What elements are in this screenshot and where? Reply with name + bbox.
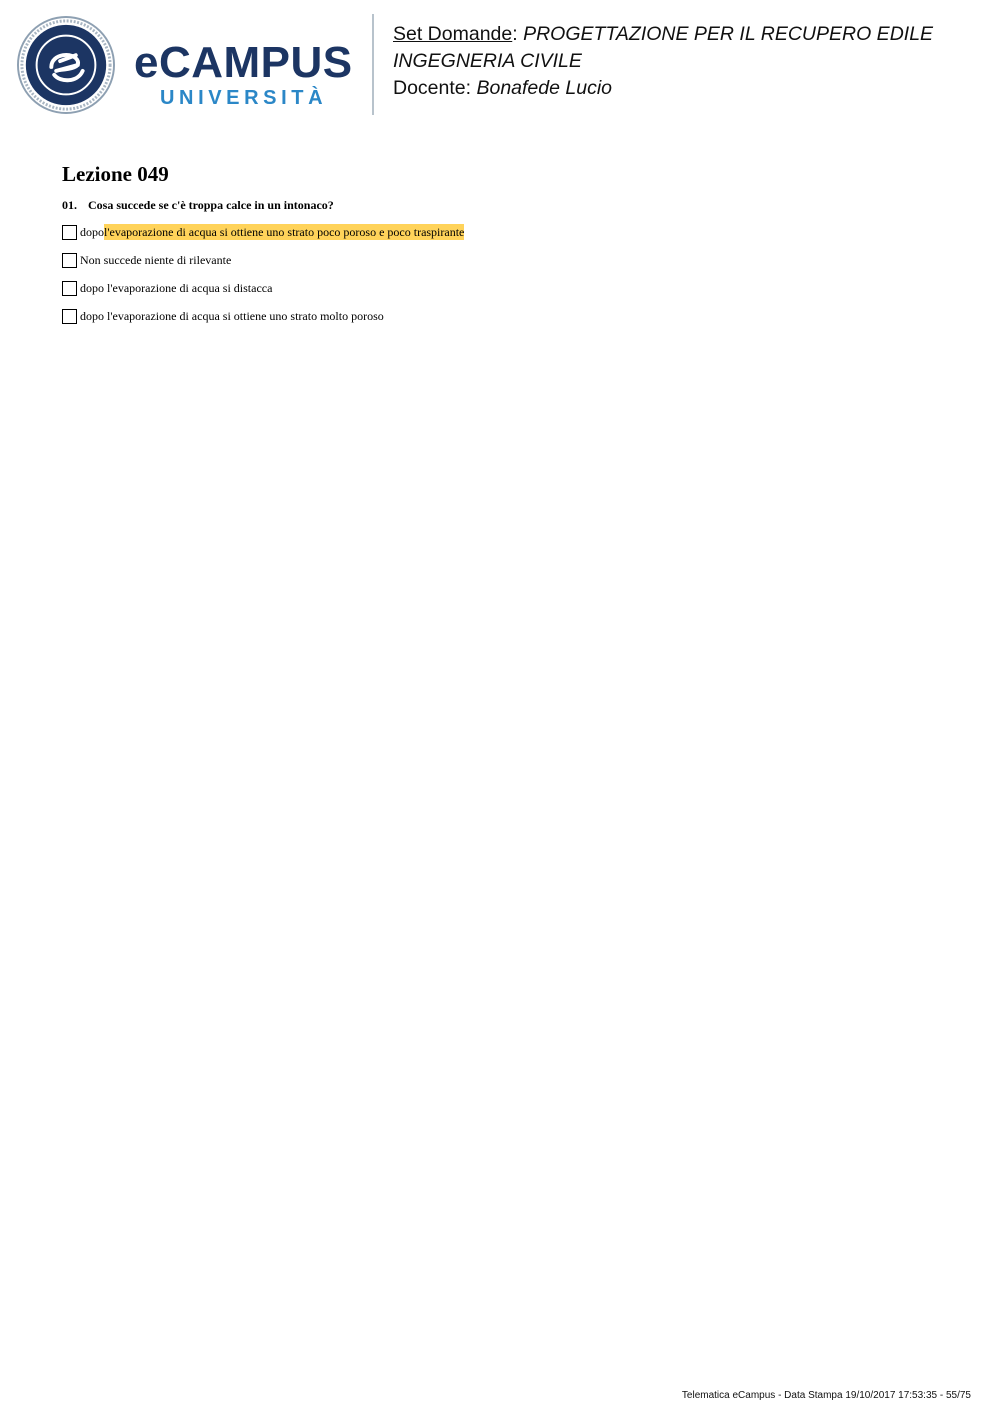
answer-checkbox[interactable]: [62, 225, 77, 240]
print-footer: Telematica eCampus - Data Stampa 19/10/2017 17:53:35 - 55/75: [681, 1390, 971, 1401]
ecampus-wordmark: [134, 40, 356, 112]
answer-text: dopo: [80, 225, 104, 239]
answer-text: Non succede niente di rilevante: [80, 253, 232, 267]
header-info: [393, 21, 983, 102]
set-separator: :: [512, 23, 524, 45]
lesson-title: Lezione 049: [62, 162, 169, 186]
question-body: Cosa succede se c'è troppa calce in un intonaco?: [88, 198, 334, 212]
answer-option-4[interactable]: [62, 308, 384, 324]
answer-checkbox[interactable]: [62, 309, 77, 324]
logo-wordmark-text: eCAMPUS: [134, 38, 353, 87]
header-divider: [372, 14, 374, 115]
answer-option-3[interactable]: [62, 280, 272, 296]
answer-text: dopo l'evaporazione di acqua si ottiene uno strato molto poroso: [80, 309, 384, 323]
header-course-line-1: [393, 21, 983, 48]
set-domande-label: Set Domande: [393, 23, 513, 45]
teacher-line: [393, 75, 983, 102]
answer-option-2[interactable]: [62, 252, 231, 268]
answer-text: dopo l'evaporazione di acqua si distacca: [80, 281, 273, 295]
answer-text-highlighted: l'evaporazione di acqua si ottiene uno strato poco poroso e poco traspirante: [104, 225, 465, 239]
logo-subtitle-text: UNIVERSITÀ: [160, 87, 328, 109]
teacher-name: Bonafede Lucio: [476, 77, 612, 99]
answer-option-1[interactable]: [62, 224, 464, 240]
university-seal-logo: [17, 16, 115, 114]
question-number: 01.: [62, 198, 77, 212]
answer-checkbox[interactable]: [62, 253, 77, 268]
teacher-label: Docente:: [393, 77, 477, 99]
course-name-line-2: INGEGNERIA CIVILE: [393, 50, 582, 72]
question-text: [62, 197, 334, 213]
answer-checkbox[interactable]: [62, 281, 77, 296]
course-name-line-1: PROGETTAZIONE PER IL RECUPERO EDILE: [523, 23, 934, 45]
